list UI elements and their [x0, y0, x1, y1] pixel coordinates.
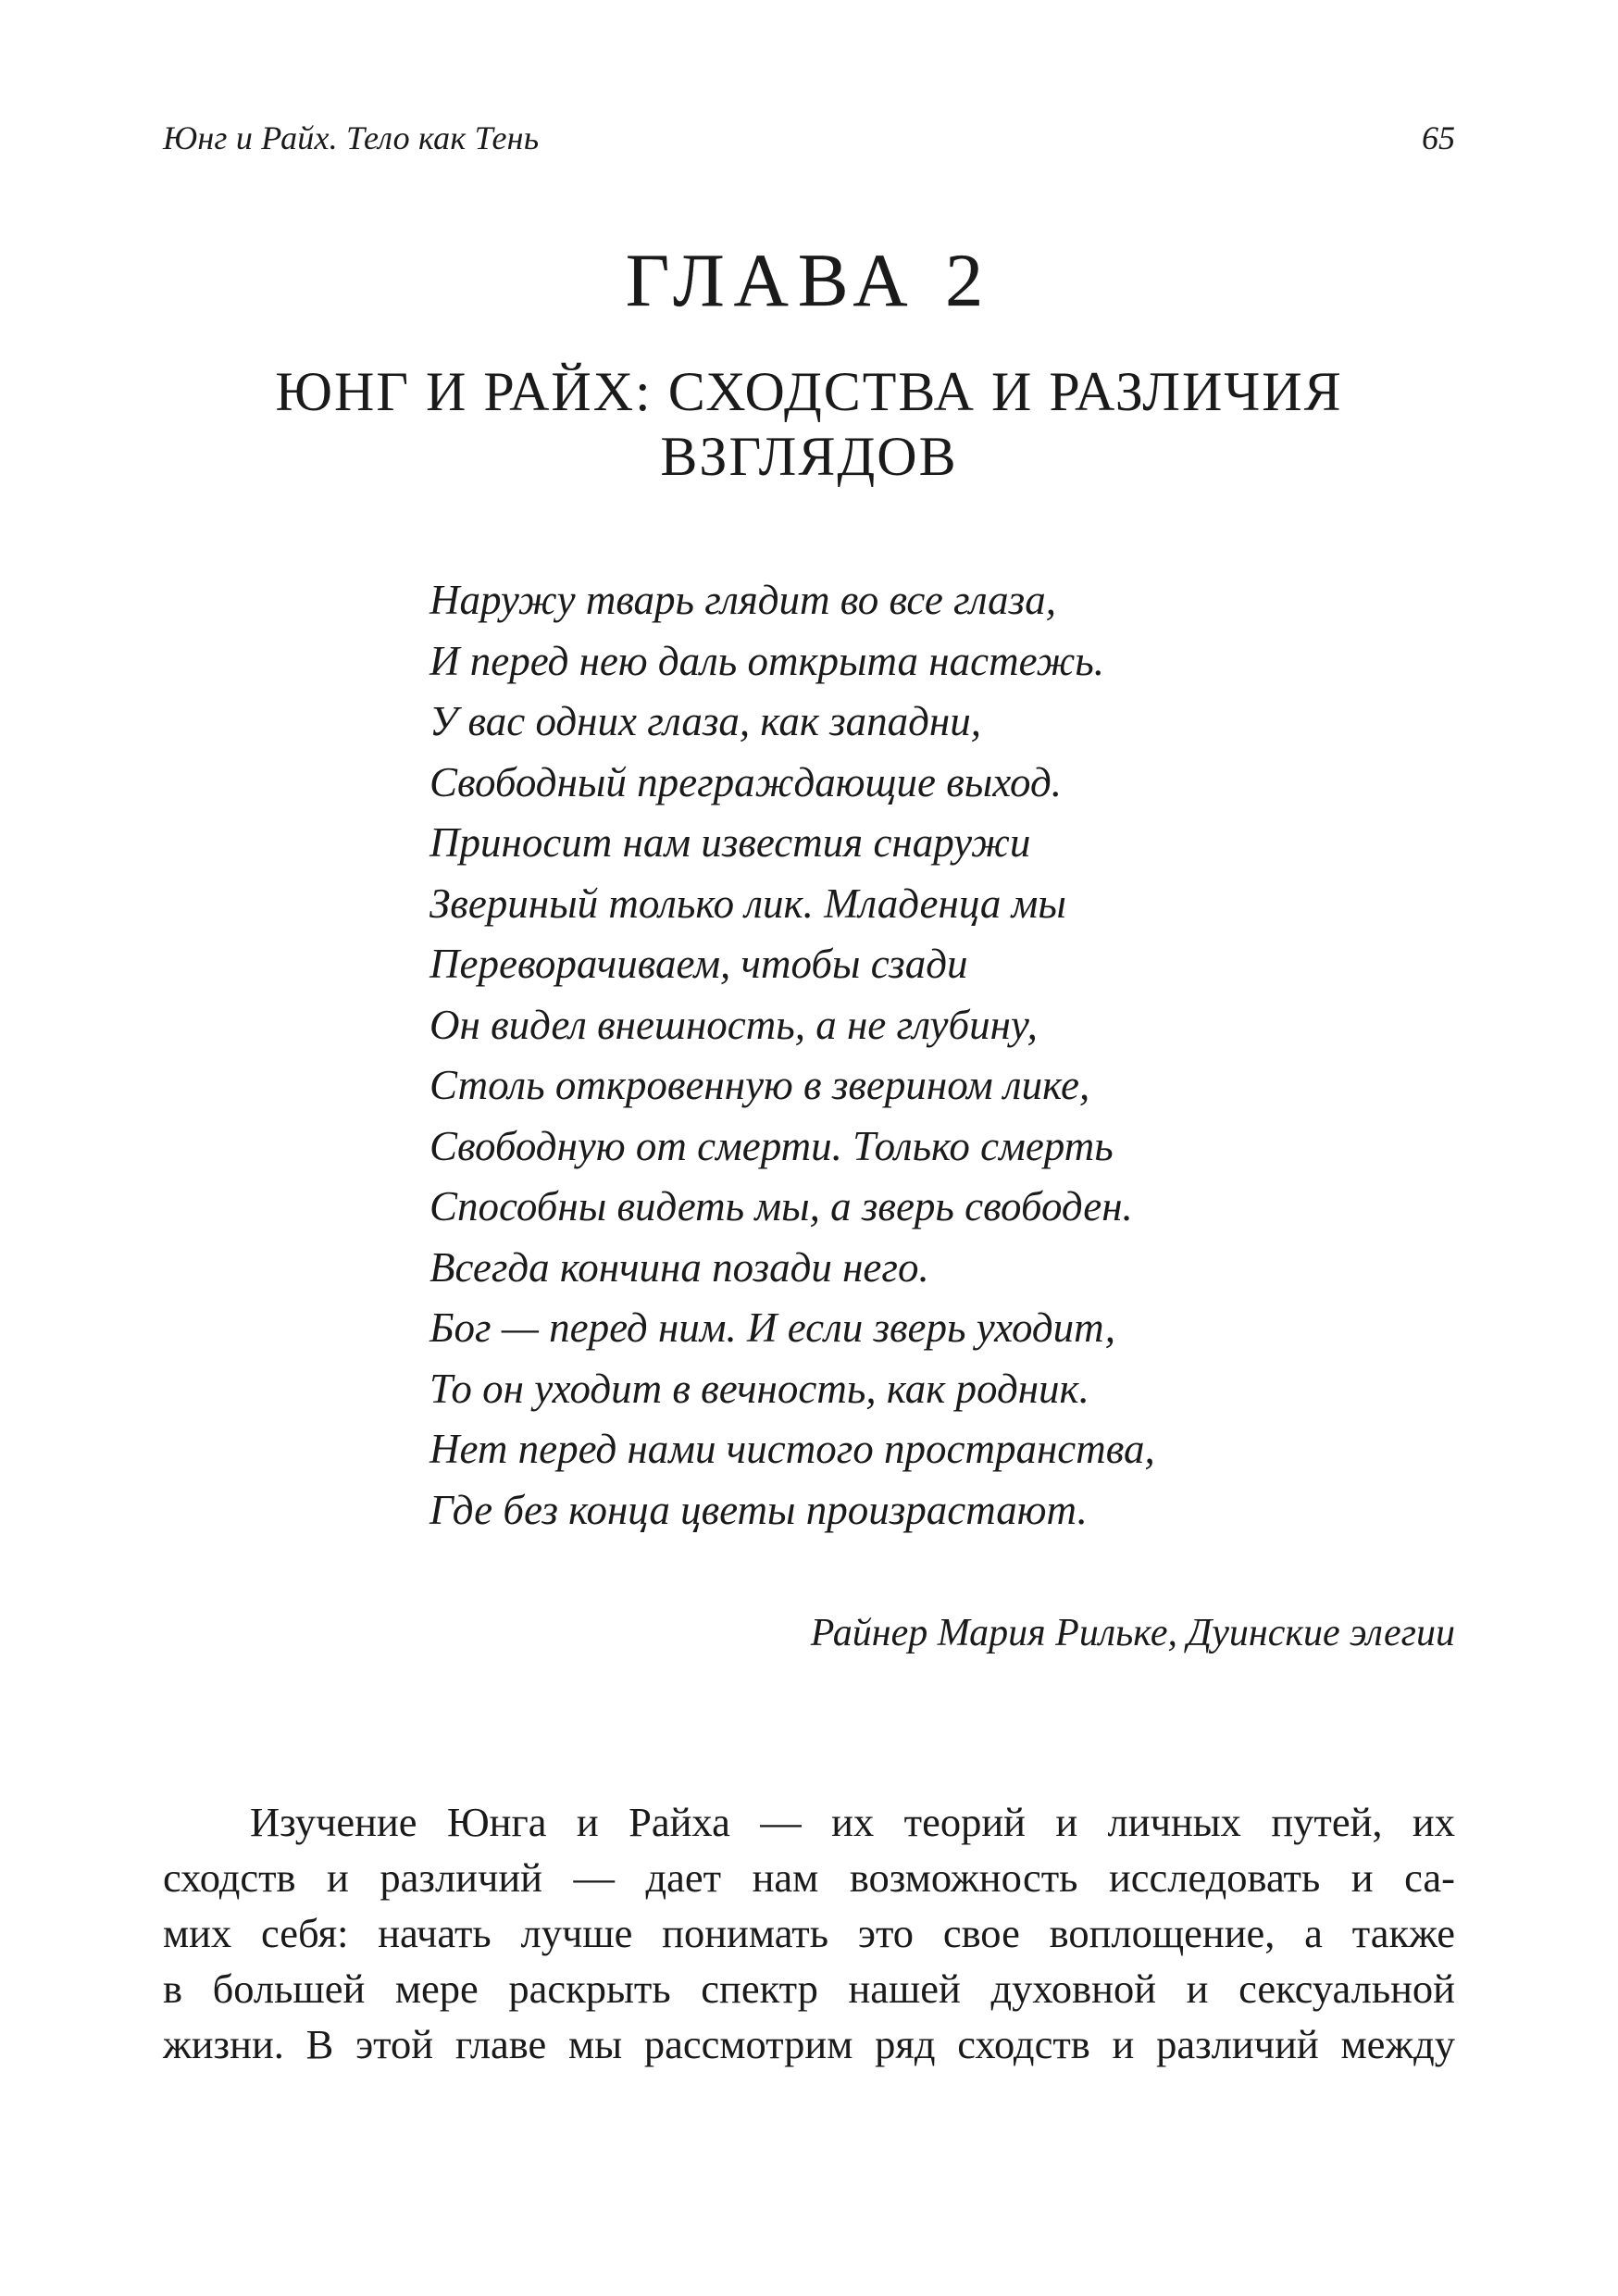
chapter-label: ГЛАВА 2: [625, 238, 993, 322]
poem-line: То он уходит в вечность, как родник.: [429, 1365, 1089, 1412]
epigraph-attribution: Райнер Мария Рильке, Дуинские элегии: [810, 1612, 1455, 1654]
poem-line: Способны видеть мы, а зверь свободен.: [429, 1183, 1133, 1229]
poem-line: Наружу тварь глядит во все глаза,: [429, 577, 1056, 623]
chapter-title: [0, 359, 1618, 489]
poem-line: Всегда кончина позади него.: [429, 1243, 929, 1291]
poem-line: У вас одних глаза, как западни,: [429, 698, 982, 744]
body-line: жизни. В этой главе мы рассмотрим ряд сходств и различий между: [163, 2021, 1455, 2067]
body-paragraph: [163, 1794, 1455, 2072]
poem-line: И перед нею даль открыта настежь.: [429, 637, 1105, 684]
running-head: Юнг и Райх. Тело как Тень: [163, 119, 540, 156]
poem-line: Приносит нам известия снаружи: [429, 819, 1031, 866]
poem-line: Свободную от смерти. Только смерть: [429, 1122, 1114, 1169]
body-line: мих себя: начать лучше понимать это свое воплощение, а также: [163, 1910, 1455, 1956]
body-line: в большей мере раскрыть спектр нашей духовной и сексуальной: [163, 1965, 1455, 2012]
poem-line: Нет перед нами чистого пространства,: [429, 1426, 1155, 1472]
body-line: Изучение Юнга и Райха — их теорий и личных путей, их: [250, 1799, 1455, 1845]
poem-line: Он видел внешность, а не глубину,: [429, 1001, 1038, 1048]
poem-line: Где без конца цветы произрастают.: [429, 1486, 1088, 1533]
poem-line: Свободный преграждающие выход.: [429, 758, 1062, 805]
chapter-title-line: ВЗГЛЯДОВ: [660, 426, 958, 487]
body-line: сходств и различий — дает нам возможность исследовать и са-: [163, 1854, 1455, 1901]
poem-line: Столь откровенную в зверином лике,: [429, 1062, 1090, 1108]
poem-line: Бог — перед ним. И если зверь уходит,: [429, 1304, 1116, 1351]
chapter-title-line: ЮНГ И РАЙХ: СХОДСТВА И РАЗЛИЧИЯ: [275, 361, 1343, 422]
poem-line: Звериный только лик. Младенца мы: [429, 880, 1066, 927]
poem-line: Переворачиваем, чтобы сзади: [429, 941, 968, 987]
page-number: 65: [1422, 119, 1455, 156]
epigraph-poem: [429, 570, 1155, 1541]
